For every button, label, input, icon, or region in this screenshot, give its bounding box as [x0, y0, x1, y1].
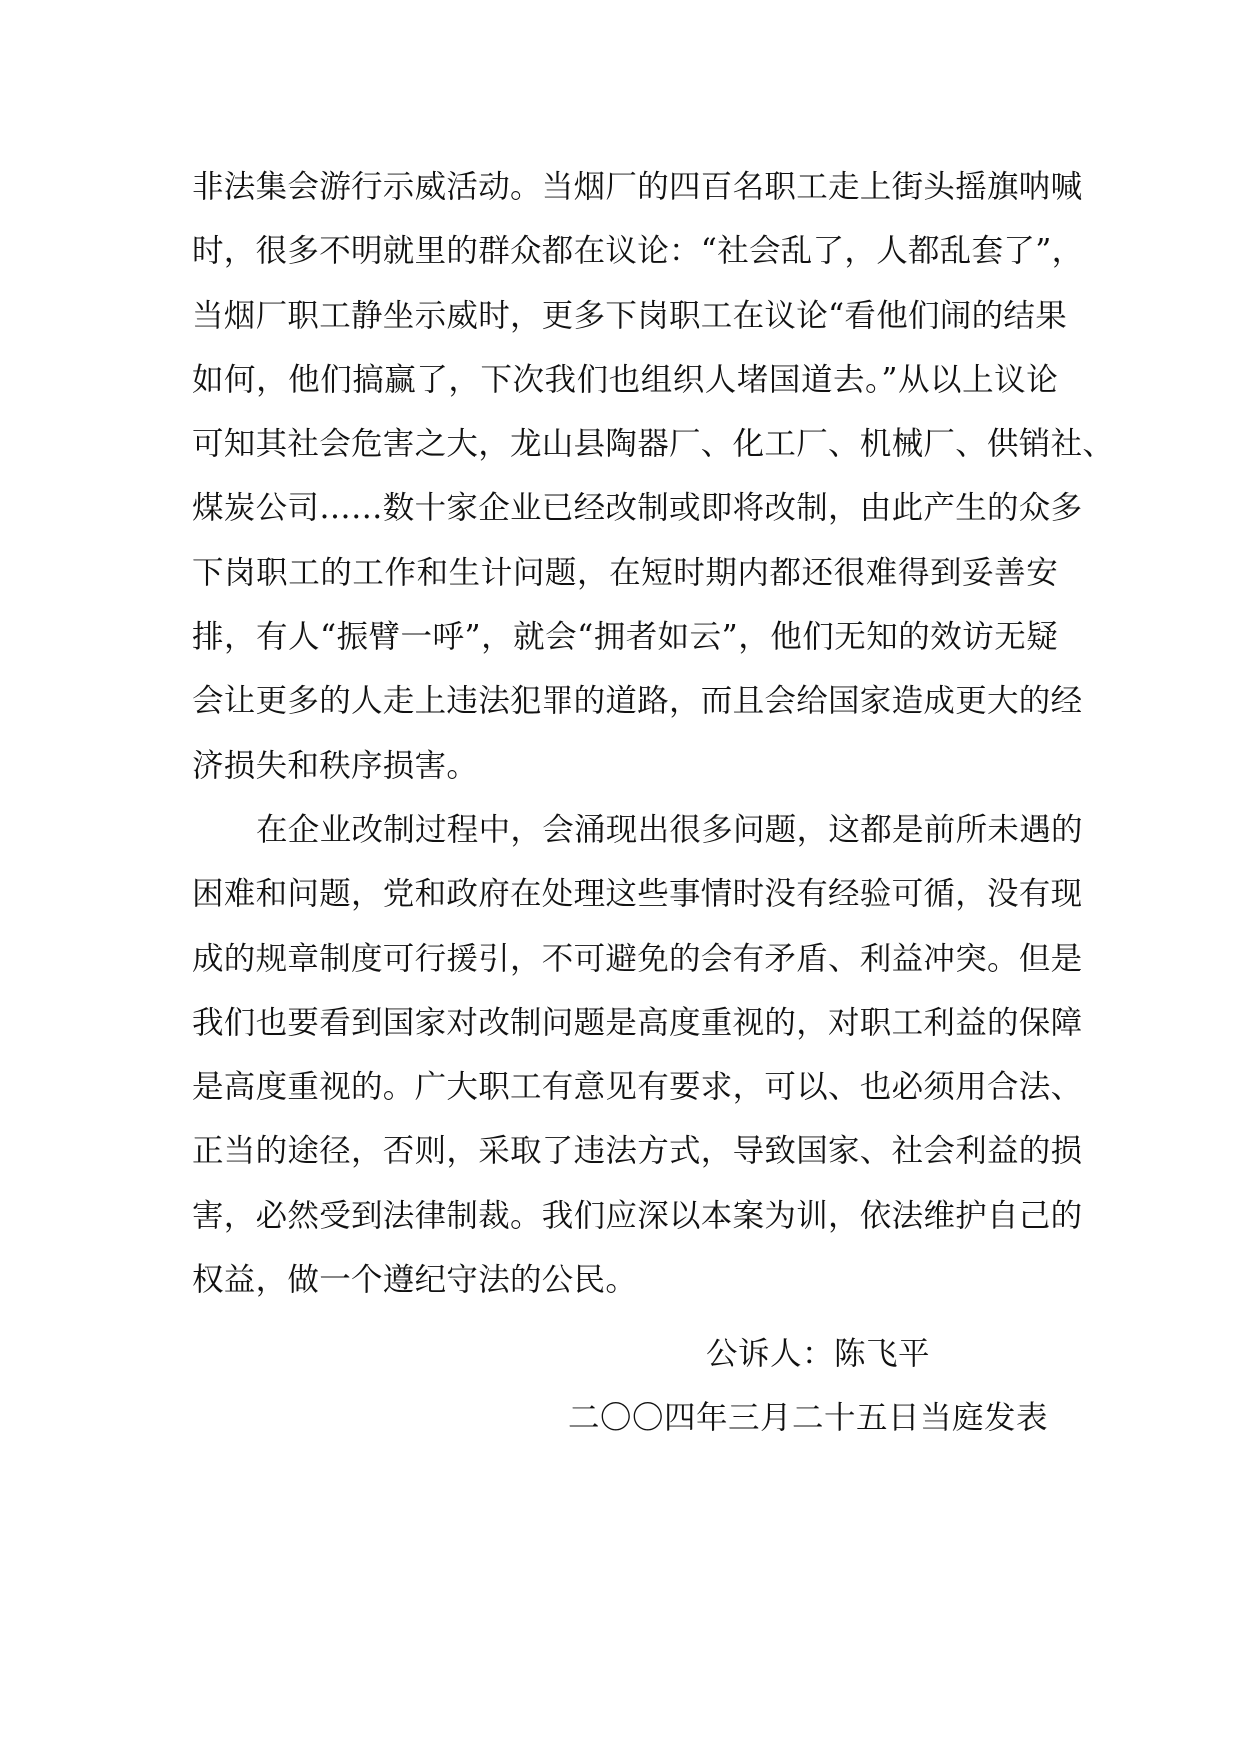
delivery-date: 二〇〇四年三月二十五日当庭发表 — [568, 1400, 1049, 1436]
paragraph-1 — [192, 155, 1115, 798]
text-line: 排，有人“振臂一呼”，就会“拥者如云”，他们无知的效访无疑 — [192, 619, 1058, 656]
text-line: 当烟厂职工静坐示威时，更多下岗职工在议论“看他们闹的结果 — [192, 297, 1068, 334]
text-line: 权益，做一个遵纪守法的公民。 — [192, 1262, 638, 1299]
text-line: 会让更多的人走上违法犯罪的道路，而且会给国家造成更大的经 — [192, 683, 1083, 720]
text-line: 非法集会游行示威活动。当烟厂的四百名职工走上街头摇旗呐喊 — [192, 169, 1083, 205]
text-line: 时，很多不明就里的群众都在议论：“社会乱了，人都乱套了”， — [192, 233, 1084, 270]
paragraph-2 — [192, 798, 1083, 1312]
text-line: 煤炭公司……数十家企业已经改制或即将改制，由此产生的众多 — [192, 490, 1083, 527]
text-line: 我们也要看到国家对改制问题是高度重视的，对职工利益的保障 — [192, 1004, 1083, 1041]
document-body — [192, 155, 1115, 1312]
text-line: 可知其社会危害之大，龙山县陶器厂、化工厂、机械厂、供销社、 — [192, 426, 1115, 463]
text-line: 正当的途径，否则，采取了违法方式，导致国家、社会利益的损 — [192, 1133, 1083, 1170]
text-line: 害，必然受到法律制裁。我们应深以本案为训，依法维护自己的 — [192, 1197, 1083, 1234]
text-line: 下岗职工的工作和生计问题，在短时期内都还很难得到妥善安 — [192, 554, 1058, 591]
text-line: 如何，他们搞赢了，下次我们也组织人堵国道去。”从以上议论 — [192, 361, 1058, 398]
prosecutor-signature: 公诉人：陈飞平 — [706, 1336, 931, 1372]
text-line: 在企业改制过程中，会涌现出很多问题，这都是前所未遇的 — [256, 811, 1083, 848]
text-line: 困难和问题，党和政府在处理这些事情时没有经验可循，没有现 — [192, 876, 1083, 913]
text-line: 成的规章制度可行援引，不可避免的会有矛盾、利益冲突。但是 — [192, 940, 1083, 977]
text-line: 是高度重视的。广大职工有意见有要求，可以、也必须用合法、 — [192, 1069, 1083, 1106]
text-line: 济损失和秩序损害。 — [192, 747, 479, 784]
